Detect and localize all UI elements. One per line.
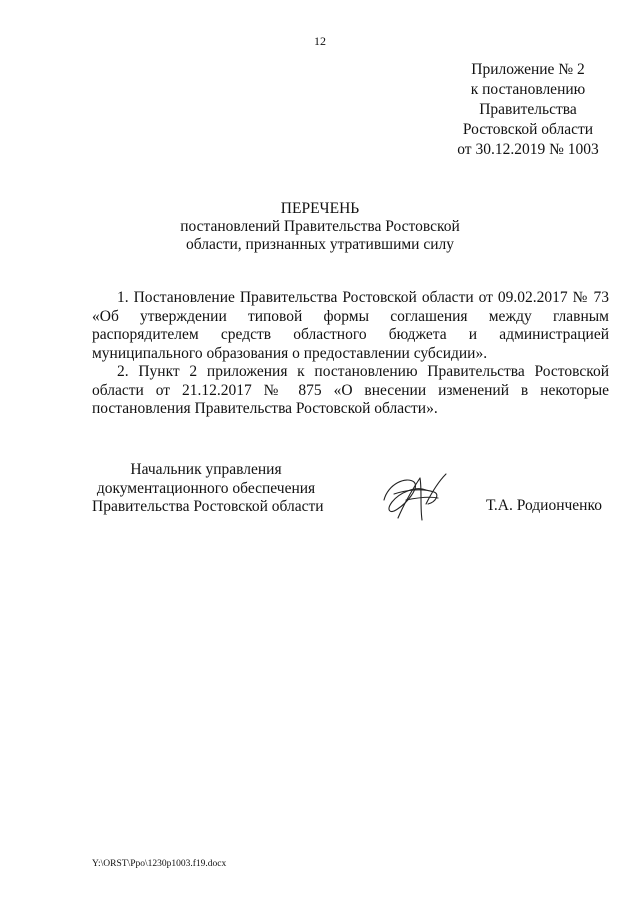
title-line: постановлений Правительства Ростовской (180, 218, 460, 235)
annex-line: Правительства (479, 101, 577, 118)
annex-line: от 30.12.2019 № 1003 (457, 141, 599, 158)
annex-line: Ростовской области (462, 121, 594, 138)
position-line: документационного обеспечения (96, 479, 316, 497)
annex-line: Приложение № 2 (471, 61, 585, 78)
title-line: области, признанных утратившими силу (185, 236, 455, 253)
position-line: Начальник управления (130, 461, 282, 478)
annex-block (418, 60, 638, 160)
document-title (0, 200, 640, 254)
list-item: 2. Пункт 2 приложения к постановлению Правительства Ростовской области от 21.12.2017 № 875 «О внесении изменений в некоторые постановления Правительства Ростовской области». (92, 363, 609, 417)
file-path-footer: Y:\ORST\Ppo\1230p1003.f19.docx (92, 859, 227, 869)
document-body (92, 289, 609, 419)
handwritten-signature (376, 470, 456, 525)
annex-line: к постановлению (470, 81, 586, 98)
signatory-position (92, 461, 324, 517)
page-number: 12 (314, 34, 326, 48)
position-line: Правительства Ростовской области (92, 498, 324, 515)
title-heading: ПЕРЕЧЕНЬ (280, 200, 360, 217)
signer-name: Т.А. Родионченко (486, 497, 602, 514)
list-item: 1. Постановление Правительства Ростовской области от 09.02.2017 № 73 «Об утверждении типовой формы соглашения между главным распорядителем средств областного бюджета и администрацией муниципального образования о предоставлении субсидии». (92, 289, 609, 362)
